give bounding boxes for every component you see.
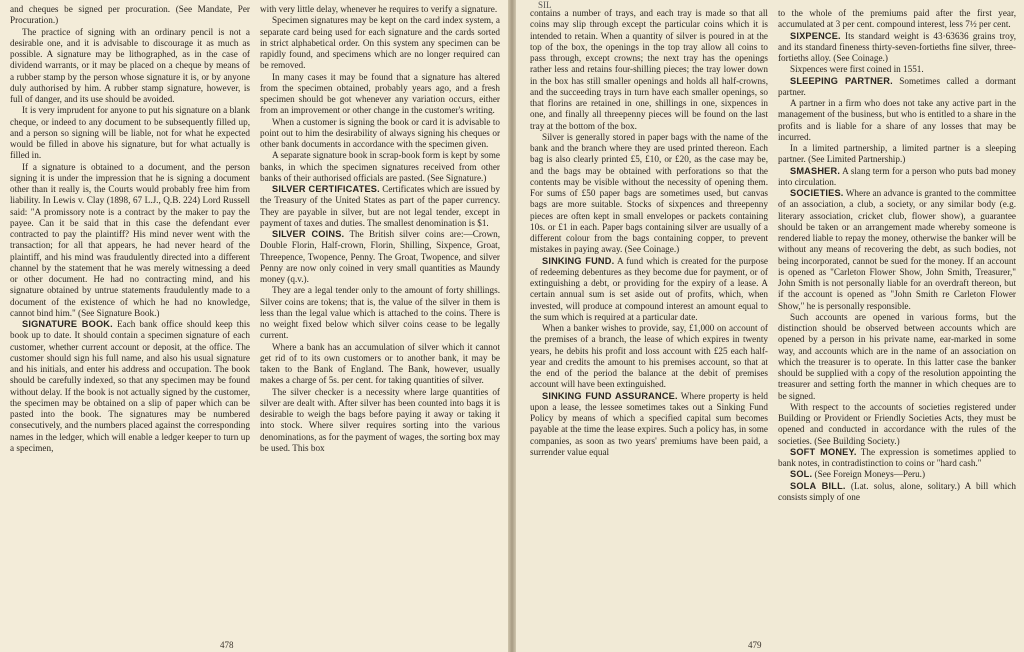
paragraph-text: The practice of signing with an ordinary pencil is not a desirable one, and it is advisable to discourage it as much as possible. A signature may be lithographed, as in the case of dividend warrants, or it may be placed on a cheque by means of a rubber stamp by the person whose signature it is, or by anyone duly authorised by him. A rubber stamp signature, however, is full of danger, and its use should be avoided. [10,26,250,104]
book-gutter [508,0,516,652]
dictionary-entry [260,184,500,229]
dictionary-entry [778,188,1016,312]
left-page-column-2 [260,4,500,640]
dictionary-entry [778,76,1016,99]
entry-headword: SOCIETIES. [790,188,844,198]
paragraph-text: A slang term for a person who puts bad money into circulation. [778,165,1016,187]
paragraph-text: A partner in a firm who does not take any active part in the management of the business, but who is entitled to a share in the profits and is liable for a share of any losses that may be incurred. [778,98,1016,142]
entry-headword: SIXPENCE. [790,30,841,41]
paragraph [10,4,250,27]
paragraph [778,312,1016,402]
left-page [0,0,508,652]
right-page-columns [530,8,1016,636]
entry-headword: SOLA BILL. [790,480,846,491]
paragraph-text: The British silver coins are:—Crown, Double Florin, Half-crown, Florin, Shilling, Sixpence, Groat, Threepence, Twopence, Penny. The Groat, Twopence, and silver Penny are now only coined in very small quantities as Maundy money (q.v.). [260,229,500,284]
paragraph-text: With respect to the accounts of societies registered under Building or Provident or Friendly Societies Acts, they must be opened and conducted in accordance with the rules of the societies. (See Building Society.) [778,401,1016,446]
paragraph-text: The expression is sometimes applied to bank notes, in contradistinction to coins or "hard cash." [778,446,1016,468]
dictionary-entry [778,469,1016,480]
paragraph-text: with very little delay, whenever he requires to verify a signature. [260,4,498,14]
dictionary-entry [260,229,500,285]
paragraph [778,8,1016,31]
paragraph [260,117,500,151]
paragraph-text: Each bank office should keep this book up to date. It should contain a specimen signature of each customer, whether current account or deposit, at the office. The customer should sign his full name, and also his usual signature and his initials, and enter his address and occupation. The book should be carefully indexed, so that any specimen may be found without delay. If the book is not actually signed by the customer, the specimen may be obtained on a slip of paper which can be pasted into the book. The signatures may be numbered consecutively, and the numbers placed against the corresponding names in the ledger, which will enable a ledger keeper to turn up a specimen, [10,319,250,453]
paragraph [260,387,500,455]
paragraph [10,27,250,106]
paragraph-text: Sometimes called a dormant partner. [778,75,1016,97]
left-page-column-1 [10,4,250,640]
paragraph-text: (See Foreign Moneys—Peru.) [812,469,926,480]
dictionary-entry [10,319,250,454]
right-page-column-1 [530,8,768,636]
paragraph-text: Specimen signatures may be kept on the card index system, a separate card being used for each signature and the cards sorted in strict alphabetical order. On this system any specimen can be rapidly found, and specimens which are no longer required can be removed. [260,15,500,71]
paragraph-text: Its standard weight is 43·63636 grains troy, and its standard fineness thirty-seven-fortieths fine silver, three-fortieths alloy. (See Coinage.) [778,30,1016,63]
paragraph-text: It is very imprudent for anyone to put his signature on a blank cheque, or indeed to any document to be subsequently filled up, and a person so signing will be liable, not for what he expected would be filled in above his signature, but for what actually is filled in. [10,105,250,161]
right-page [516,0,1024,652]
paragraph-text: When a banker wishes to provide, say, £1,000 on account of the premises of a branch, the lease of which expires in twenty years, he debits his profit and loss account with £25 each half-year and credits the amount to his premises account, so that at the end of the period the balance at the debit of premises account will have been extinguished. [530,323,768,390]
paragraph-text: Where property is held upon a lease, the lessee sometimes takes out a Sinking Fund Policy by means of which a specified capital sum becomes payable at the time the lease expires. Such a policy has, in some companies, as soon as two years' premiums have been paid, a surrender value equal [530,390,768,457]
paragraph [260,150,500,184]
running-head: SIL [538,0,552,8]
paragraph-text: and cheques be signed per procuration. (See Mandate, Per Procuration.) [10,4,250,26]
paragraph-text: Where a bank has an accumulation of silver which it cannot get rid of to its own customers or to another bank, it may be taken to the Bank of England. The Bank, however, usually makes a charge of 5s. per cent. for taking quantities of silver. [260,341,500,386]
paragraph-text: In many cases it may be found that a signature has altered from the specimen obtained, probably years ago, and a fresh specimen should be got whenever any variation occurs, either from an improvement or other change in the customer's writing. [260,71,500,116]
paragraph [260,15,500,71]
paragraph [530,132,768,256]
paragraph [530,8,768,132]
right-page-number: 479 [748,640,762,650]
paragraph-text: Sixpences were first coined in 1551. [790,64,924,75]
paragraph-text: The silver checker is a necessity where large quantities of silver are dealt with. After silver has been counted into bags it is desirable to weigh the bags before paying it away or taking it into stock. Where silver requires sorting into the various denominations, as for the payment of wages, the sorting box may be used. This box [260,386,500,453]
paragraph-text: (Lat. solus, alone, solitary.) A bill which consists simply of one [778,480,1016,502]
dictionary-entry [778,481,1016,504]
paragraph [778,143,1016,166]
paragraph [10,105,250,161]
paragraph [778,98,1016,143]
left-page-number: 478 [220,640,234,650]
paragraph-text: In a limited partnership, a limited partner is a sleeping partner. (See Limited Partnership.) [778,143,1016,165]
paragraph-text: Such accounts are opened in various forms, but the distinction should be observed between accounts which are opened by a person in his private name, ear-marked in some way, and accounts which are in the name of an association on which the treasurer is to operate. In this latter case the banker should be supplied with a copy of the resolution appointing the treasurer and setting forth the manner in which cheques are to be signed. [778,311,1016,401]
entry-headword: SMASHER. [790,165,841,176]
dictionary-entry [530,256,768,324]
entry-headword: SIGNATURE BOOK. [22,319,113,329]
entry-headword: SINKING FUND. [542,255,615,266]
paragraph-text: They are a legal tender only to the amount of forty shillings. Silver coins are tokens; that is, the value of the silver in them is less than the legal value which is attached to the coins. There is no weight fixed below which silver coins cease to be legally current. [260,285,500,341]
paragraph-text: Silver is generally stored in paper bags with the name of the bank and the branch where they are used printed thereon. Each bag is also clearly printed £5, £10, or £20, as the case may be, and the bags may be obtained with perforations so that the contents may be visible without the necessity of opening them. For sums of £50 paper bags are sometimes used, but canvas bags are more suitable. Stocks of sixpences and threepenny pieces are often kept in small envelopes or packets containing 10s. or £1 in each. Paper bags containing silver are usually of a different colour from the bags containing copper, to prevent mistakes in paying away. (See Coinage.) [530,131,768,255]
left-page-columns [10,4,500,640]
paragraph-text: to the whole of the premiums paid after the first year, accumulated at 3 per cent. compound interest, less 7½ per cent. [778,8,1016,30]
paragraph [10,162,250,320]
paragraph-text: A fund which is created for the purpose of redeeming debentures as they become due for payment, or of extinguishing a debt, or providing for the expiry of a lease. A certain annual sum is set aside out of profits, which, when invested, will produce at compound interest an amount equal to the sum which is required at a particular date. [530,255,768,322]
paragraph [260,72,500,117]
entry-headword: SINKING FUND ASSURANCE. [542,390,678,401]
dictionary-entry [778,166,1016,189]
dictionary-entry [530,391,768,459]
paragraph-text: A separate signature book in scrap-book form is kept by some banks, in which the specimen signatures received from other banks of their authorised officials are pasted. (See Signature.) [260,150,500,183]
right-page-column-2 [778,8,1016,636]
paragraph [260,342,500,387]
entry-headword: SLEEPING PARTNER. [790,75,893,86]
entry-headword: SILVER COINS. [272,229,345,239]
paragraph [260,285,500,341]
paragraph-text: When a customer is signing the book or card it is advisable to point out to him the desirability of always signing his cheques or other bank documents in accordance with the specimen given. [260,116,500,149]
entry-headword: SILVER CERTIFICATES. [272,184,380,194]
entry-headword: SOFT MONEY. [790,446,857,457]
entry-headword: SOL. [790,469,813,480]
dictionary-entry [778,31,1016,65]
paragraph-text: If a signature is obtained to a document, and the person signing it is under the impression that he is signing a document other than it really is, the Courts would probably free him from liability. In Lewis v. Clay (1898, 67 L.J., Q.B. 224) Lord Russell said: "A promissory note is a contract by the maker to pay the payee. Can it be said that in this case the defendant ever contracted to pay the plaintiff? His mind never went with the transaction; for all that appears, he had never heard of the plaintiff, and his mind was fraudulently directed into a different channel by the statement that he was merely witnessing a deed or other document. He had no contracting mind, and his signature obtained by untrue statements fraudulently made to a document of the existence of which he had no knowledge, cannot bind him." (See Signature Book.) [10,161,250,318]
paragraph-text: Certificates which are issued by the Treasury of the United States as part of the paper currency. They are payable in silver, but are not legal tender, except in payment of taxes and duties. The smallest denomination is $1. [260,184,500,228]
paragraph-text: contains a number of trays, and each tray is made so that all coins may slip through except the particular coins which it is intended to retain. When a quantity of silver is poured in at the top of the box, the openings in the top tray allow all coins to pass through, except crowns; the next tray has the openings rather less and retains four-shilling pieces; the tray lower down in the box has still smaller openings and holds all half-crowns, and the succeeding trays in turn have each smaller openings, so that florins are retained in one, shillings in one, sixpences in one, and finally all threepenny pieces will be found on the last tray at the bottom of the box. [530,8,768,131]
paragraph [778,64,1016,75]
paragraph [778,402,1016,447]
paragraph [530,323,768,391]
dictionary-entry [778,447,1016,470]
paragraph [260,4,500,15]
paragraph-text: Where an advance is granted to the committee of an association, a club, a society, or any similar body (e.g. literary association, cricket club, flower show), a guarantee should be taken or an arrangement made whereby someone is rendered liable to repay the money, otherwise the banker will be without any means of recovering the debt, as such bodies, not being incorporated, cannot be sued for the money. If an account is opened as "Carleton Flower Show, John Smith, Treasurer," John Smith is not personally liable for an overdraft thereon, but if the account is opened as "John Smith re Carleton Flower Show," he is personally responsible. [778,188,1016,311]
